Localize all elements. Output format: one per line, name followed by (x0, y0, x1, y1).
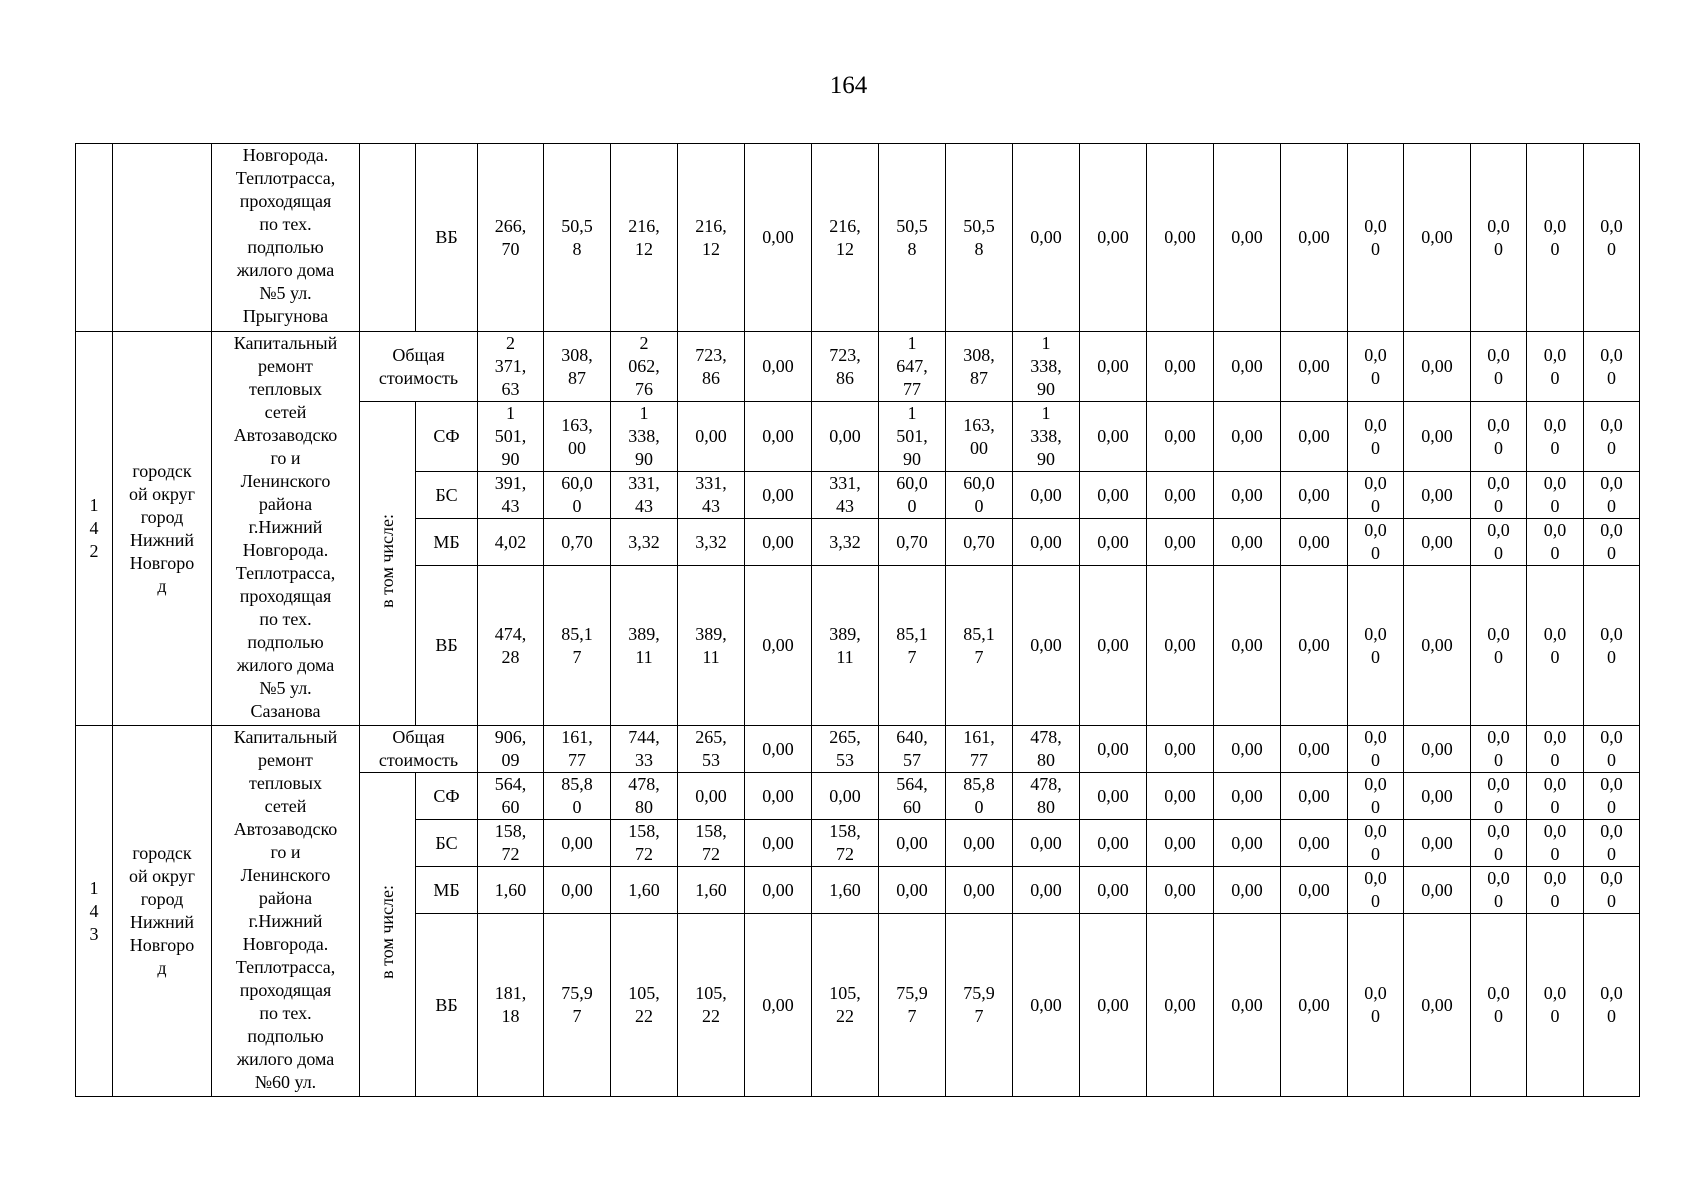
funding-source: МБ (416, 867, 478, 914)
table-row (76, 726, 1640, 773)
value-cell: 308, 87 (544, 332, 611, 402)
table-row (76, 332, 1640, 402)
value-cell: 0,00 (1080, 144, 1147, 332)
value-cell: 50,5 8 (879, 144, 946, 332)
value-cell: 1,60 (478, 867, 544, 914)
value-cell: 744, 33 (611, 726, 678, 773)
value-cell: 0,00 (1214, 472, 1281, 519)
value-cell: 3,32 (812, 519, 879, 566)
value-cell: 0,00 (1214, 914, 1281, 1097)
value-cell: 75,9 7 (544, 914, 611, 1097)
value-cell: 0,00 (745, 820, 812, 867)
value-cell: 331, 43 (812, 472, 879, 519)
value-cell: 0,00 (1080, 867, 1147, 914)
value-cell: 0,00 (1404, 519, 1471, 566)
value-cell: 163, 00 (544, 402, 611, 472)
value-cell: 331, 43 (678, 472, 745, 519)
value-cell: 85,8 0 (946, 773, 1013, 820)
value-cell: 0,00 (1080, 332, 1147, 402)
value-cell: 85,8 0 (544, 773, 611, 820)
value-cell: 60,0 0 (879, 472, 946, 519)
value-cell: 0,00 (1214, 402, 1281, 472)
value-cell: 0,00 (745, 144, 812, 332)
value-cell: 0,00 (1214, 566, 1281, 726)
value-cell: 0,0 0 (1471, 867, 1527, 914)
value-cell: 0,0 0 (1348, 472, 1404, 519)
value-cell: 564, 60 (478, 773, 544, 820)
value-cell: 478, 80 (1013, 726, 1080, 773)
value-cell: 0,00 (1147, 867, 1214, 914)
value-cell: 0,70 (879, 519, 946, 566)
value-cell: 640, 57 (879, 726, 946, 773)
value-cell: 0,0 0 (1527, 914, 1584, 1097)
value-cell: 216, 12 (678, 144, 745, 332)
value-cell: 0,0 0 (1348, 726, 1404, 773)
funding-source: БС (416, 472, 478, 519)
value-cell: 0,0 0 (1471, 519, 1527, 566)
value-cell: 85,1 7 (544, 566, 611, 726)
municipality-cell (113, 144, 212, 332)
value-cell: 0,00 (1147, 402, 1214, 472)
value-cell: 3,32 (611, 519, 678, 566)
value-cell: 0,00 (1147, 726, 1214, 773)
value-cell: 0,0 0 (1527, 402, 1584, 472)
value-cell: 2 371, 63 (478, 332, 544, 402)
value-cell: 0,0 0 (1527, 519, 1584, 566)
value-cell: 3,32 (678, 519, 745, 566)
value-cell: 0,00 (1080, 402, 1147, 472)
including-label-cell (360, 773, 416, 1097)
value-cell: 0,0 0 (1471, 914, 1527, 1097)
value-cell: 181, 18 (478, 914, 544, 1097)
value-cell: 0,00 (1404, 332, 1471, 402)
value-cell: 0,0 0 (1348, 402, 1404, 472)
value-cell: 0,0 0 (1471, 144, 1527, 332)
value-cell: 0,00 (1080, 519, 1147, 566)
object-description: Капитальный ремонт тепловых сетей Автозаводско го и Ленинского района г.Нижний Новгорода. Теплотрасса, проходящая по тех. подполью жилого дома №60 ул. (212, 726, 360, 1097)
funding-source: БС (416, 820, 478, 867)
value-cell: 0,00 (1147, 519, 1214, 566)
value-cell: 0,00 (1281, 402, 1348, 472)
funding-source: ВБ (416, 144, 478, 332)
value-cell: 0,0 0 (1471, 820, 1527, 867)
value-cell: 1,60 (812, 867, 879, 914)
value-cell: 0,0 0 (1527, 773, 1584, 820)
value-cell: 0,0 0 (1584, 332, 1640, 402)
value-cell: 0,00 (1404, 914, 1471, 1097)
value-cell: 0,00 (1214, 820, 1281, 867)
value-cell: 60,0 0 (544, 472, 611, 519)
including-label: в том числе: (377, 884, 397, 979)
value-cell: 0,00 (745, 726, 812, 773)
value-cell: 0,00 (879, 820, 946, 867)
value-cell: 0,00 (1214, 332, 1281, 402)
value-cell: 0,00 (745, 566, 812, 726)
value-cell: 0,00 (1281, 144, 1348, 332)
value-cell: 0,00 (544, 867, 611, 914)
value-cell: 564, 60 (879, 773, 946, 820)
value-cell: 0,00 (1013, 566, 1080, 726)
value-cell: 0,0 0 (1527, 820, 1584, 867)
value-cell: 1 647, 77 (879, 332, 946, 402)
funding-source: СФ (416, 402, 478, 472)
value-cell: 0,00 (1404, 472, 1471, 519)
value-cell: 391, 43 (478, 472, 544, 519)
value-cell: 0,00 (1013, 914, 1080, 1097)
value-cell: 0,0 0 (1348, 144, 1404, 332)
funding-source: СФ (416, 773, 478, 820)
value-cell: 1,60 (678, 867, 745, 914)
value-cell: 0,00 (1013, 820, 1080, 867)
value-cell: 0,0 0 (1471, 726, 1527, 773)
value-cell: 158, 72 (611, 820, 678, 867)
value-cell: 0,00 (1404, 726, 1471, 773)
value-cell: 723, 86 (812, 332, 879, 402)
value-cell: 0,00 (678, 773, 745, 820)
value-cell: 0,00 (1404, 867, 1471, 914)
value-cell: 0,00 (1404, 820, 1471, 867)
value-cell: 0,00 (1080, 914, 1147, 1097)
value-cell: 0,00 (1147, 773, 1214, 820)
value-cell: 50,5 8 (946, 144, 1013, 332)
value-cell: 0,0 0 (1527, 867, 1584, 914)
value-cell: 0,0 0 (1471, 773, 1527, 820)
value-cell: 0,0 0 (1348, 566, 1404, 726)
value-cell: 723, 86 (678, 332, 745, 402)
value-cell: 0,00 (1080, 726, 1147, 773)
value-cell: 0,00 (1214, 726, 1281, 773)
value-cell: 0,00 (1214, 144, 1281, 332)
value-cell: 0,0 0 (1584, 726, 1640, 773)
value-cell: 0,0 0 (1584, 773, 1640, 820)
value-cell: 1 338, 90 (1013, 332, 1080, 402)
value-cell: 0,0 0 (1348, 332, 1404, 402)
value-cell: 1 501, 90 (478, 402, 544, 472)
row-number: 1 4 2 (76, 332, 113, 726)
value-cell: 0,0 0 (1527, 566, 1584, 726)
value-cell: 0,00 (745, 914, 812, 1097)
value-cell: 0,0 0 (1584, 472, 1640, 519)
value-cell: 1 338, 90 (611, 402, 678, 472)
object-description: Капитальный ремонт тепловых сетей Автозаводско го и Ленинского района г.Нижний Новгорода. Теплотрасса, проходящая по тех. подполью жилого дома №5 ул. Сазанова (212, 332, 360, 726)
value-cell: 4,02 (478, 519, 544, 566)
value-cell: 0,00 (1281, 566, 1348, 726)
value-cell: 0,00 (1013, 867, 1080, 914)
value-cell: 389, 11 (678, 566, 745, 726)
value-cell: 0,00 (1404, 773, 1471, 820)
value-cell: 0,00 (678, 402, 745, 472)
value-cell: 0,00 (745, 519, 812, 566)
value-cell: 163, 00 (946, 402, 1013, 472)
value-cell: 0,00 (1080, 773, 1147, 820)
including-label: в том числе: (377, 513, 397, 608)
table-row (76, 144, 1640, 332)
value-cell: 216, 12 (611, 144, 678, 332)
value-cell: 0,0 0 (1471, 472, 1527, 519)
value-cell: 0,00 (1080, 472, 1147, 519)
value-cell: 0,00 (812, 773, 879, 820)
value-cell: 0,00 (1214, 519, 1281, 566)
value-cell: 0,00 (1281, 726, 1348, 773)
value-cell: 0,00 (1013, 519, 1080, 566)
value-cell: 0,00 (1013, 472, 1080, 519)
municipality-cell: городск ой округ город Нижний Новгоро д (113, 726, 212, 1097)
value-cell: 0,00 (946, 820, 1013, 867)
value-cell: 0,0 0 (1584, 566, 1640, 726)
value-cell: 0,00 (1404, 144, 1471, 332)
value-cell: 2 062, 76 (611, 332, 678, 402)
value-cell: 0,0 0 (1584, 820, 1640, 867)
value-cell: 0,00 (1147, 472, 1214, 519)
value-cell: 0,00 (745, 402, 812, 472)
value-cell: 0,00 (1147, 332, 1214, 402)
row-number: 1 4 3 (76, 726, 113, 1097)
value-cell: 0,00 (1080, 566, 1147, 726)
value-cell: 0,00 (1013, 144, 1080, 332)
value-cell: 0,00 (1147, 820, 1214, 867)
value-cell: 0,00 (946, 867, 1013, 914)
value-cell: 161, 77 (946, 726, 1013, 773)
value-cell: 474, 28 (478, 566, 544, 726)
value-cell: 0,0 0 (1584, 144, 1640, 332)
municipality-cell: городск ой округ город Нижний Новгоро д (113, 332, 212, 726)
value-cell: 60,0 0 (946, 472, 1013, 519)
value-cell: 308, 87 (946, 332, 1013, 402)
value-cell: 265, 53 (812, 726, 879, 773)
value-cell: 0,70 (544, 519, 611, 566)
value-cell: 0,0 0 (1584, 519, 1640, 566)
value-cell: 75,9 7 (879, 914, 946, 1097)
value-cell: 0,00 (1281, 914, 1348, 1097)
value-cell: 0,00 (879, 867, 946, 914)
total-cost-label: Общая стоимость (360, 726, 478, 773)
value-cell: 0,00 (1281, 519, 1348, 566)
value-cell: 0,0 0 (1584, 402, 1640, 472)
value-cell: 0,00 (745, 867, 812, 914)
row-number (76, 144, 113, 332)
value-cell: 265, 53 (678, 726, 745, 773)
value-cell: 0,00 (1281, 773, 1348, 820)
value-cell: 0,0 0 (1471, 402, 1527, 472)
value-cell: 1 501, 90 (879, 402, 946, 472)
value-cell: 0,0 0 (1348, 519, 1404, 566)
value-cell: 105, 22 (812, 914, 879, 1097)
value-cell: 0,00 (812, 402, 879, 472)
value-cell: 478, 80 (1013, 773, 1080, 820)
value-cell: 105, 22 (611, 914, 678, 1097)
value-cell: 266, 70 (478, 144, 544, 332)
value-cell: 0,0 0 (1471, 566, 1527, 726)
funding-source: ВБ (416, 566, 478, 726)
value-cell: 75,9 7 (946, 914, 1013, 1097)
value-cell: 158, 72 (478, 820, 544, 867)
value-cell: 0,00 (544, 820, 611, 867)
value-cell: 161, 77 (544, 726, 611, 773)
value-cell: 0,0 0 (1348, 914, 1404, 1097)
value-cell: 0,0 0 (1527, 472, 1584, 519)
value-cell: 158, 72 (812, 820, 879, 867)
value-cell: 906, 09 (478, 726, 544, 773)
value-cell: 331, 43 (611, 472, 678, 519)
total-cost-label: Общая стоимость (360, 332, 478, 402)
value-cell: 0,0 0 (1527, 144, 1584, 332)
including-label-cell (360, 402, 416, 726)
value-cell: 85,1 7 (946, 566, 1013, 726)
value-cell: 0,00 (1147, 566, 1214, 726)
funding-source: МБ (416, 519, 478, 566)
page-number: 164 (829, 72, 868, 99)
object-description: Новгорода. Теплотрасса, проходящая по тех. подполью жилого дома №5 ул. Прыгунова (212, 144, 360, 332)
value-cell: 0,00 (1281, 472, 1348, 519)
including-label-cell (360, 144, 416, 332)
value-cell: 0,00 (1281, 867, 1348, 914)
value-cell: 0,00 (745, 773, 812, 820)
value-cell: 0,00 (1404, 566, 1471, 726)
value-cell: 105, 22 (678, 914, 745, 1097)
value-cell: 85,1 7 (879, 566, 946, 726)
value-cell: 0,0 0 (1527, 726, 1584, 773)
value-cell: 0,00 (1214, 867, 1281, 914)
value-cell: 0,0 0 (1471, 332, 1527, 402)
value-cell: 0,00 (1281, 332, 1348, 402)
value-cell: 0,0 0 (1348, 820, 1404, 867)
value-cell: 0,00 (1214, 773, 1281, 820)
value-cell: 216, 12 (812, 144, 879, 332)
value-cell: 389, 11 (611, 566, 678, 726)
value-cell: 0,00 (745, 332, 812, 402)
value-cell: 0,0 0 (1584, 867, 1640, 914)
budget-table (75, 143, 1640, 1097)
value-cell: 1,60 (611, 867, 678, 914)
value-cell: 478, 80 (611, 773, 678, 820)
value-cell: 389, 11 (812, 566, 879, 726)
value-cell: 0,00 (745, 472, 812, 519)
value-cell: 0,00 (1147, 144, 1214, 332)
value-cell: 0,0 0 (1348, 867, 1404, 914)
value-cell: 0,00 (1404, 402, 1471, 472)
value-cell: 50,5 8 (544, 144, 611, 332)
value-cell: 0,0 0 (1527, 332, 1584, 402)
value-cell: 158, 72 (678, 820, 745, 867)
funding-source: ВБ (416, 914, 478, 1097)
value-cell: 0,70 (946, 519, 1013, 566)
value-cell: 0,0 0 (1348, 773, 1404, 820)
value-cell: 0,00 (1147, 914, 1214, 1097)
value-cell: 1 338, 90 (1013, 402, 1080, 472)
value-cell: 0,00 (1281, 820, 1348, 867)
value-cell: 0,00 (1080, 820, 1147, 867)
value-cell: 0,0 0 (1584, 914, 1640, 1097)
